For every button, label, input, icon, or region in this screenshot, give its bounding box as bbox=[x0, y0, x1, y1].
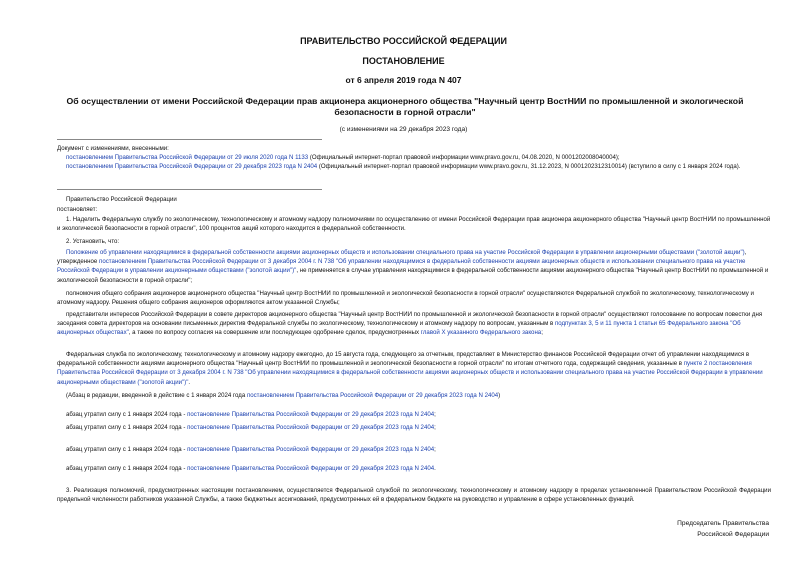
para-8: 3. Реализация полномочий, предусмотренных настоящим постановлением, осуществляется Федеральной службой по экологическому, технологическому и атомному надзору в пределах установленной Правительством Российской Федерации предельной численности работников указанной Службы, а также бюджетных ассигнований, предусмотренных ей в федеральном бюджете на руководство и управление в сфере установленных функций. bbox=[57, 487, 771, 504]
para-6 bbox=[57, 350, 771, 387]
para-5-text-1: представители интересов Российской Федерации в совете директоров акционерного общества "Научный центр ВостНИИ по промышленной и экологической безопасности в горной отрасли" осуществляют голосование по вопросам повестки дня заседания совета директоров на основании письменных директив Федеральной службы по экологическому, технологическому и атомному надзору по вопросам, указанным в bbox=[57, 311, 763, 328]
para-2: 2. Установить, что: bbox=[66, 238, 120, 245]
para-3-text-1: , утвержденное bbox=[57, 249, 747, 266]
para-4: полномочия общего собрания акционеров акционерного общества "Научный центр ВостНИИ по промышленной и экологической безопасности в горной отрасли" осуществляются Федеральной службой по экологическому, технологическому и атомному надзору. Решения общего собрания акционеров оформляются актом указанной Службы; bbox=[57, 290, 754, 307]
para-gov: Правительство Российской Федерации bbox=[66, 196, 177, 203]
law-article-link[interactable]: подпунктах 3, 5 и 11 пункта 1 статьи 65 Федерального закона "Об акционерных обществах" bbox=[57, 320, 741, 337]
para-7-end: ) bbox=[498, 392, 501, 399]
revision-note: (с изменениями на 29 декабря 2023 года) bbox=[339, 126, 468, 133]
document-title: Об осуществлении от имени Российской Федерации прав акционера акционерного общества "Научный центр ВостНИИ по промышленной и экологической безопасности в горной отрасли" bbox=[66, 96, 744, 117]
document-type: ПОСТАНОВЛЕНИЕ bbox=[362, 56, 445, 66]
lost-para-4 bbox=[57, 464, 771, 473]
para-3-text-2: , не применяется в случае управления находящимися в федеральной собственности акциями акционерного общества "Научный центр ВостНИИ по промышленной и экологической безопасности в горной отрасли"; bbox=[57, 267, 769, 284]
lost-prefix: абзац утратил силу с 1 января 2024 года - bbox=[66, 446, 188, 453]
para-5 bbox=[57, 310, 771, 338]
lost-link-4[interactable]: постановление Правительства Российской Федерации от 29 декабря 2023 года N 2404 bbox=[187, 465, 435, 472]
lost-para-2 bbox=[57, 423, 771, 432]
lost-end: . bbox=[434, 465, 436, 472]
para-5-text-3: ; bbox=[541, 329, 543, 337]
amendment-text-2: (Официальный интернет-портал правовой информации www.pravo.gov.ru, 31.12.2023, N 0001202312310014) (вступило в силу с 1 января 2024 года). bbox=[317, 163, 741, 171]
para-3 bbox=[57, 248, 771, 285]
lost-end: ; bbox=[434, 446, 436, 453]
regulation-link[interactable]: Положение об управлении находящимися в федеральной собственности акциями акционерных обществ и использовании специального права на участие Российской Федерации в управлении акционерными обществами ("золотой акции") bbox=[66, 249, 745, 256]
decree-738-link[interactable]: постановлением Правительства Российской Федерации от 3 декабря 2004 г. N 738 "Об управлении находящимися в федеральной собственности акциями акционерных обществ и использовании специального права на участие Российской Федерации в управлении акционерными обществами ("золотой акции")" bbox=[57, 258, 746, 275]
amendment-link-2[interactable]: постановлением Правительства Российской Федерации от 29 декабря 2023 года N 2404 bbox=[66, 163, 318, 171]
decree-738-point-link[interactable]: пункте 2 постановления Правительства Российской Федерации от 3 декабря 2004 г. N 738 "Об управлении находящимися в федеральной собственности акциями акционерных обществ и использовании специального права на участие Российской Федерации в управлении акционерными обществами ("золотой акции")" bbox=[57, 360, 763, 386]
government-heading: ПРАВИТЕЛЬСТВО РОССИЙСКОЙ ФЕДЕРАЦИИ bbox=[300, 36, 507, 46]
lost-para-1 bbox=[57, 410, 771, 419]
divider-bottom bbox=[57, 189, 322, 190]
para-7 bbox=[57, 391, 771, 400]
amendment-link-1[interactable]: постановлением Правительства Российской Федерации от 29 июля 2020 года N 1133 bbox=[66, 154, 309, 162]
lost-link-3[interactable]: постановление Правительства Российской Федерации от 29 декабря 2023 года N 2404 bbox=[187, 446, 435, 453]
para-5-text-2: , а также по вопросу согласия на совершение или последующее одобрение сделок, предусмотренных bbox=[128, 329, 421, 337]
decree-2404-link[interactable]: постановлением Правительства Российской Федерации от 29 декабря 2023 года N 2404 bbox=[246, 392, 499, 399]
amendment-text-1: (Официальный интернет-портал правовой информации www.pravo.gov.ru, 04.08.2020, N 0001202008040004); bbox=[308, 154, 620, 162]
lost-prefix: абзац утратил силу с 1 января 2024 года - bbox=[66, 411, 188, 418]
para-1: 1. Наделить Федеральную службу по экологическому, технологическому и атомному надзору полномочиями по осуществлению от имени Российской Федерации прав акционера акционерного общества "Научный центр ВостНИИ по промышленной и экологической безопасности в горной отрасли", 100 процентов акций которого находится в федеральной собственности. bbox=[57, 216, 771, 233]
divider-top bbox=[57, 139, 322, 140]
para-decides: постановляет: bbox=[57, 206, 98, 213]
amendment-item-2 bbox=[57, 162, 771, 171]
para-6-text-1: Федеральная служба по экологическому, технологическому и атомному надзору ежегодно, до 15 августа года, следующего за отчетным, представляет в Министерство финансов Российской Федерации отчет об управлении находящимися в федеральной собственности акциями акционерного общества "Научный центр ВостНИИ по промышленной и экологической безопасности в горной отрасли" по итогам отчетного года, содержащий сведения, указанные в bbox=[57, 351, 750, 368]
lost-link-2[interactable]: постановление Правительства Российской Федерации от 29 декабря 2023 года N 2404 bbox=[187, 424, 435, 431]
law-chapter-link[interactable]: главой X указанного Федерального закона bbox=[420, 329, 542, 337]
lost-end: ; bbox=[434, 424, 436, 431]
document-date-number: от 6 апреля 2019 года N 407 bbox=[345, 75, 462, 85]
amendment-item-1 bbox=[57, 153, 771, 162]
amendments-intro: Документ с изменениями, внесенными: bbox=[57, 145, 169, 152]
amendments-block bbox=[57, 144, 771, 172]
signature-title: Председатель Правительства bbox=[677, 520, 769, 527]
para-6-text-2: . bbox=[188, 378, 191, 386]
lost-prefix: абзац утратил силу с 1 января 2024 года - bbox=[66, 424, 188, 431]
signature-country: Российской Федерации bbox=[697, 531, 769, 538]
lost-prefix: абзац утратил силу с 1 января 2024 года - bbox=[66, 465, 188, 472]
lost-link-1[interactable]: постановление Правительства Российской Федерации от 29 декабря 2023 года N 2404 bbox=[187, 411, 435, 418]
lost-para-3 bbox=[57, 445, 771, 454]
lost-end: ; bbox=[434, 411, 436, 418]
para-7-text: (Абзац в редакции, введенной в действие с 1 января 2024 года bbox=[66, 392, 247, 399]
